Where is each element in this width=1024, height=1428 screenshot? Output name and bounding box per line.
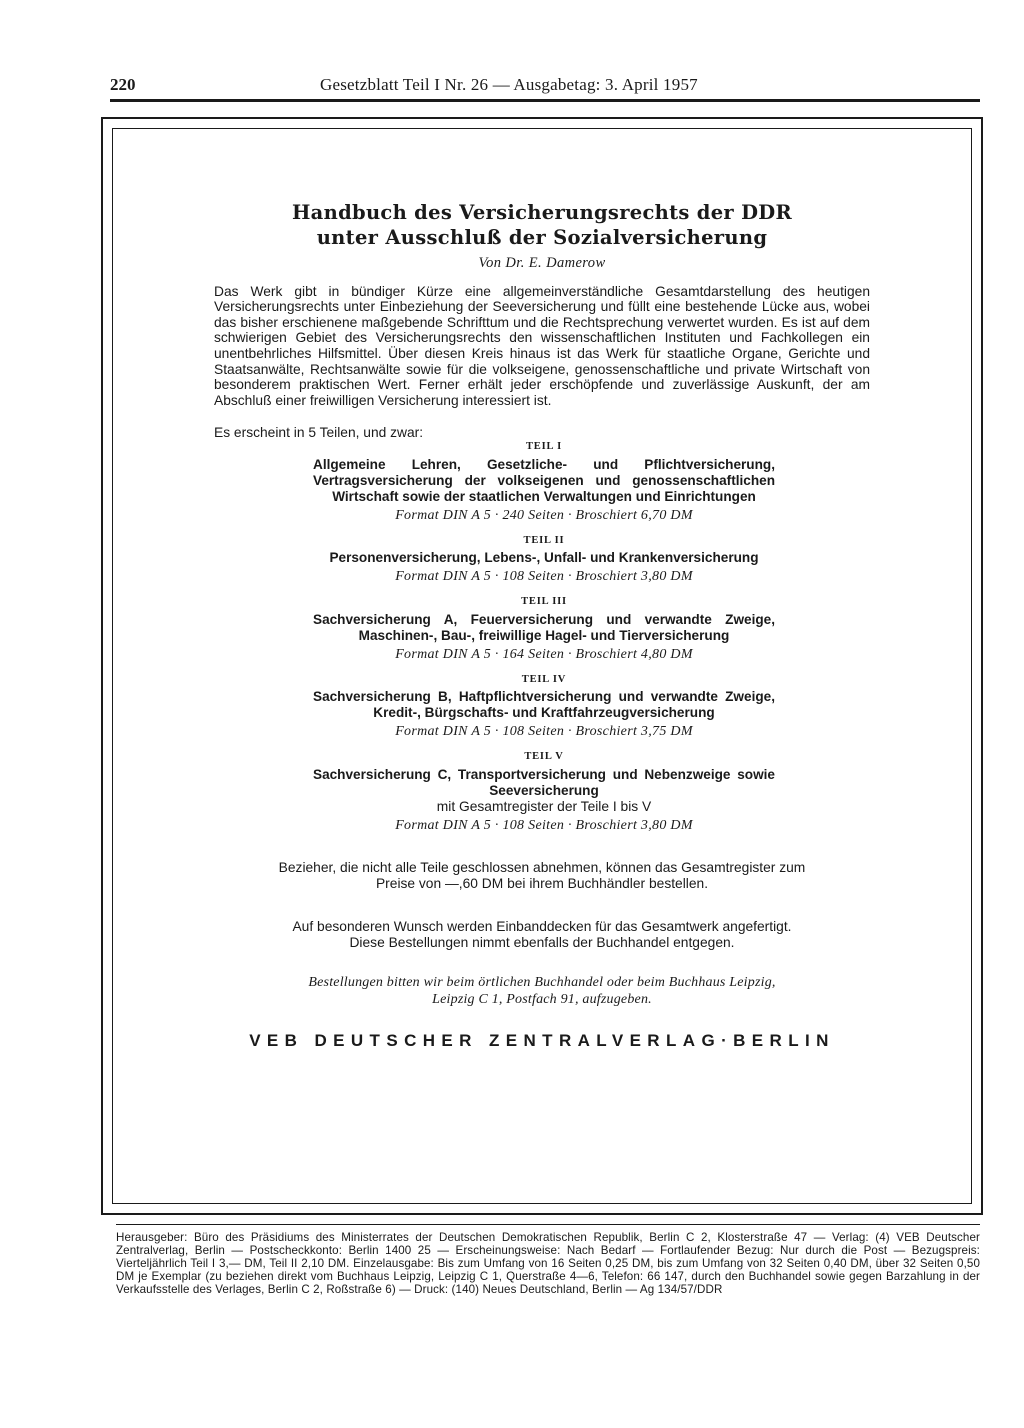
- part-format: Format DIN A 5 · 108 Seiten · Broschiert 3,80 DM: [395, 817, 693, 833]
- header-rule: [110, 99, 980, 102]
- part-label: TEIL I: [525, 440, 563, 452]
- part-5: [309, 749, 775, 834]
- part-4: [309, 672, 775, 741]
- advertisement: [214, 200, 870, 1049]
- part-title: Allgemeine Lehren, Gesetzliche- und Pflichtversicherung, Vertragsversicherung der volkseigenen und genossenschaftlichen Wirtschaft sowie der staatlichen Verwaltungen und Einrichtungen: [313, 456, 775, 504]
- part-title: Sachversicherung B, Haftpflichtversicherung und verwandte Zweige, Kredit-, Bürgschafts- und Kraftfahrzeugversicherung: [313, 689, 775, 721]
- book-title-line-2: unter Ausschluß der Sozialversicherung: [316, 226, 768, 249]
- order-note-line-2: Leipzig C 1, Postfach 91, aufzugeben.: [432, 991, 652, 1007]
- running-title: Gesetzblatt Teil I Nr. 26 — Ausgabetag: 3. April 1957: [320, 75, 698, 94]
- publisher-name: VEB DEUTSCHER ZENTRALVERLAG·BERLIN: [249, 1030, 835, 1050]
- part-label: TEIL V: [524, 751, 564, 763]
- imprint-rule: [116, 1224, 980, 1225]
- part-3: [309, 594, 775, 663]
- book-title-line-1: Handbuch des Versicherungsrechts der DDR: [291, 201, 793, 224]
- part-label: TEIL II: [523, 534, 565, 546]
- binding-note-line-2: Diese Bestellungen nimmt ebenfalls der Buchhandel entgegen.: [349, 934, 735, 950]
- order-note-line-1: Bestellungen bitten wir beim örtlichen Buchhandel oder beim Buchhaus Leipzig,: [308, 974, 776, 990]
- part-format: Format DIN A 5 · 164 Seiten · Broschiert 4,80 DM: [395, 646, 693, 662]
- register-note: [214, 860, 870, 892]
- part-format: Format DIN A 5 · 240 Seiten · Broschiert 6,70 DM: [395, 507, 693, 523]
- register-note-line-2: Preise von —,60 DM bei ihrem Buchhändler bestellen.: [375, 875, 709, 891]
- part-title: Sachversicherung A, Feuerversicherung und verwandte Zweige, Maschinen-, Bau-, freiwillige Hagel- und Tierversicherung: [313, 611, 775, 643]
- part-1: [309, 439, 775, 524]
- part-2: [309, 533, 775, 586]
- page-number: 220: [110, 75, 136, 94]
- book-author: Von Dr. E. Damerow: [478, 255, 606, 271]
- parts-intro: Es erscheint in 5 Teilen, und zwar:: [214, 425, 424, 441]
- part-title: Personenversicherung, Lebens-, Unfall- und Krankenversicherung: [329, 550, 759, 566]
- part-label: TEIL IV: [521, 673, 567, 685]
- part-title: Sachversicherung C, Transportversicherung und Nebenzweige sowie Seeversicherung: [313, 766, 775, 798]
- imprint: Herausgeber: Büro des Präsidiums des Ministerrates der Deutschen Demokratischen Republik, Berlin C 2, Klosterstraße 47 — Verlag: (4) VEB Deutscher Zentralverlag, Berlin — Postscheckkonto: Berlin 1400 25 — Erscheinungsweise: Nach Bedarf — Fortlaufender Bezug: Nur durch die Post — Bezugspreis: Vierteljährlich Teil I 3,— DM, Teil II 2,10 DM. Einzelausgabe: Bis zum Umfang von 16 Seiten 0,25 DM, bis zum Umfang von 32 Seiten 0,40 DM, über 32 Seiten 0,50 DM je Exemplar (zu beziehen direkt vom Buchhaus Leipzig, Leipzig C 1, Querstraße 4—6, Telefon: 66 147, durch den Buchhandel sowie gegen Barzahlung in der Verkaufsstelle des Verlages, Berlin C 2, Roßstraße 6) — Druck: (140) Neues Deutschland, Berlin — Ag 134/57/DDR: [116, 1231, 980, 1296]
- part-label: TEIL III: [521, 596, 567, 608]
- intro-paragraph: Das Werk gibt in bündiger Kürze eine allgemeinverständliche Gesamtdarstellung des heutigen Versicherungsrechts unter Einbeziehung der Seeversicherung und füllt eine bestehende Lücke aus, wobei das bisher erschienene maßgebende Schrifttum und die Rechtsprechung verwertet wurden. Es ist auf dem schwierigen Gebiet des Versicherungsrechts den wissenschaftlichen Instituten und Fachkollegen ein unentbehrliches Hilfsmittel. Über diesen Kreis hinaus ist das Werk für staatliche Organe, Gerichte und Staatsanwälte, Rechtsanwälte sowie für die volkseigene, genossenschaftliche und private Wirtschaft von besonderem praktischen Wert. Ferner erhält jeder erschöpfende und zuverlässige Auskunft, der am Abschluß einer freiwilligen Versicherung interessiert ist.: [214, 283, 870, 408]
- binding-note-line-1: Auf besonderen Wunsch werden Einbanddecken für das Gesamtwerk angefertigt.: [292, 918, 792, 934]
- register-note-line-1: Bezieher, die nicht alle Teile geschlossen abnehmen, können das Gesamtregister zum: [278, 859, 806, 875]
- order-note: [214, 974, 870, 1008]
- part-extra: mit Gesamtregister der Teile I bis V: [436, 798, 652, 814]
- binding-note: [214, 919, 870, 951]
- part-format: Format DIN A 5 · 108 Seiten · Broschiert 3,75 DM: [395, 724, 693, 740]
- part-format: Format DIN A 5 · 108 Seiten · Broschiert 3,80 DM: [395, 569, 693, 585]
